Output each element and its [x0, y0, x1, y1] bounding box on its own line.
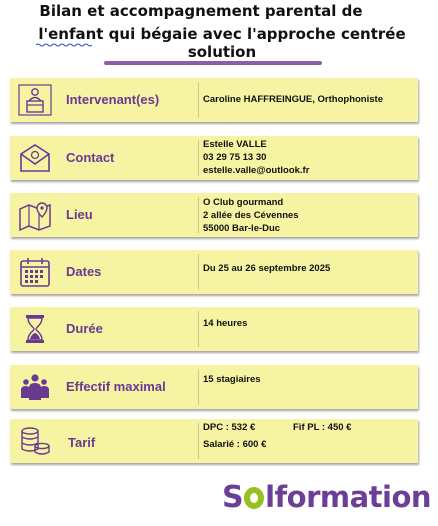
tarif-fif: Fif PL : 450 €: [293, 422, 352, 433]
row-label: Intervenant(es): [66, 92, 160, 107]
tarif-line-1: [203, 421, 413, 435]
hourglass-icon: [18, 313, 52, 345]
row-value: [203, 373, 261, 386]
info-row-contact: [10, 136, 418, 180]
logo-o-mark: [244, 487, 264, 509]
spellcheck-underline: [36, 43, 94, 47]
value-line: estelle.valle@outlook.fr: [203, 165, 310, 176]
row-label: Effectif maximal: [66, 379, 166, 394]
logo-text-end: lformation: [265, 480, 432, 514]
row-value: [203, 138, 309, 177]
info-row-duree: [10, 307, 418, 351]
tarif-salarie: Salarié : 600 €: [203, 439, 267, 450]
speaker-podium-icon: [18, 84, 52, 116]
value-line: 15 stagiaires: [203, 374, 261, 385]
row-separator: [198, 197, 199, 233]
tarif-line-2: [203, 438, 413, 452]
value-line: Estelle VALLE: [203, 139, 267, 150]
row-label: Durée: [66, 321, 103, 336]
row-value: [203, 317, 247, 330]
info-row-effectif: [10, 365, 418, 409]
value-line: 55000 Bar-le-Duc: [203, 223, 281, 234]
row-label: Lieu: [66, 207, 93, 222]
tarif-dpc: DPC : 532 €: [203, 422, 256, 433]
row-label: Contact: [66, 150, 115, 165]
info-row-tarif: [10, 419, 418, 463]
value-line: O Club gourmand: [203, 197, 284, 208]
logo-text-start: S: [222, 480, 244, 515]
row-value: [203, 93, 383, 106]
info-row-lieu: [10, 193, 418, 237]
title-divider: [104, 61, 322, 65]
row-separator: [198, 254, 199, 290]
value-line: 14 heures: [203, 318, 248, 329]
row-separator: [198, 311, 199, 347]
info-row-dates: [10, 250, 418, 294]
value-line: Du 25 au 26 septembre 2025: [203, 263, 331, 274]
row-separator: [198, 423, 199, 459]
row-value: [203, 262, 330, 275]
row-separator: [198, 369, 199, 405]
map-pin-icon: [18, 199, 52, 231]
row-value: [203, 196, 299, 235]
value-line: 03 29 75 13 30: [203, 152, 267, 163]
value-line: 2 allée des Cévennes: [203, 210, 299, 221]
coins-icon: [18, 425, 52, 457]
row-label: Tarif: [68, 435, 96, 450]
value-line: Caroline HAFFREINGUE, Orthophoniste: [203, 94, 383, 105]
title-line-2: l'enfant qui bégaie avec l'approche centrée solution: [38, 25, 406, 61]
row-separator: [198, 140, 199, 176]
row-separator: [198, 82, 199, 118]
row-value: [203, 421, 413, 452]
envelope-icon: [18, 142, 52, 174]
row-label: Dates: [66, 264, 102, 279]
info-row-intervenants: [10, 78, 418, 122]
group-icon: [18, 371, 52, 403]
calendar-icon: [18, 256, 52, 288]
title-line-1: Bilan et accompagnement parental de: [39, 2, 363, 20]
solformation-logo: [222, 477, 431, 518]
